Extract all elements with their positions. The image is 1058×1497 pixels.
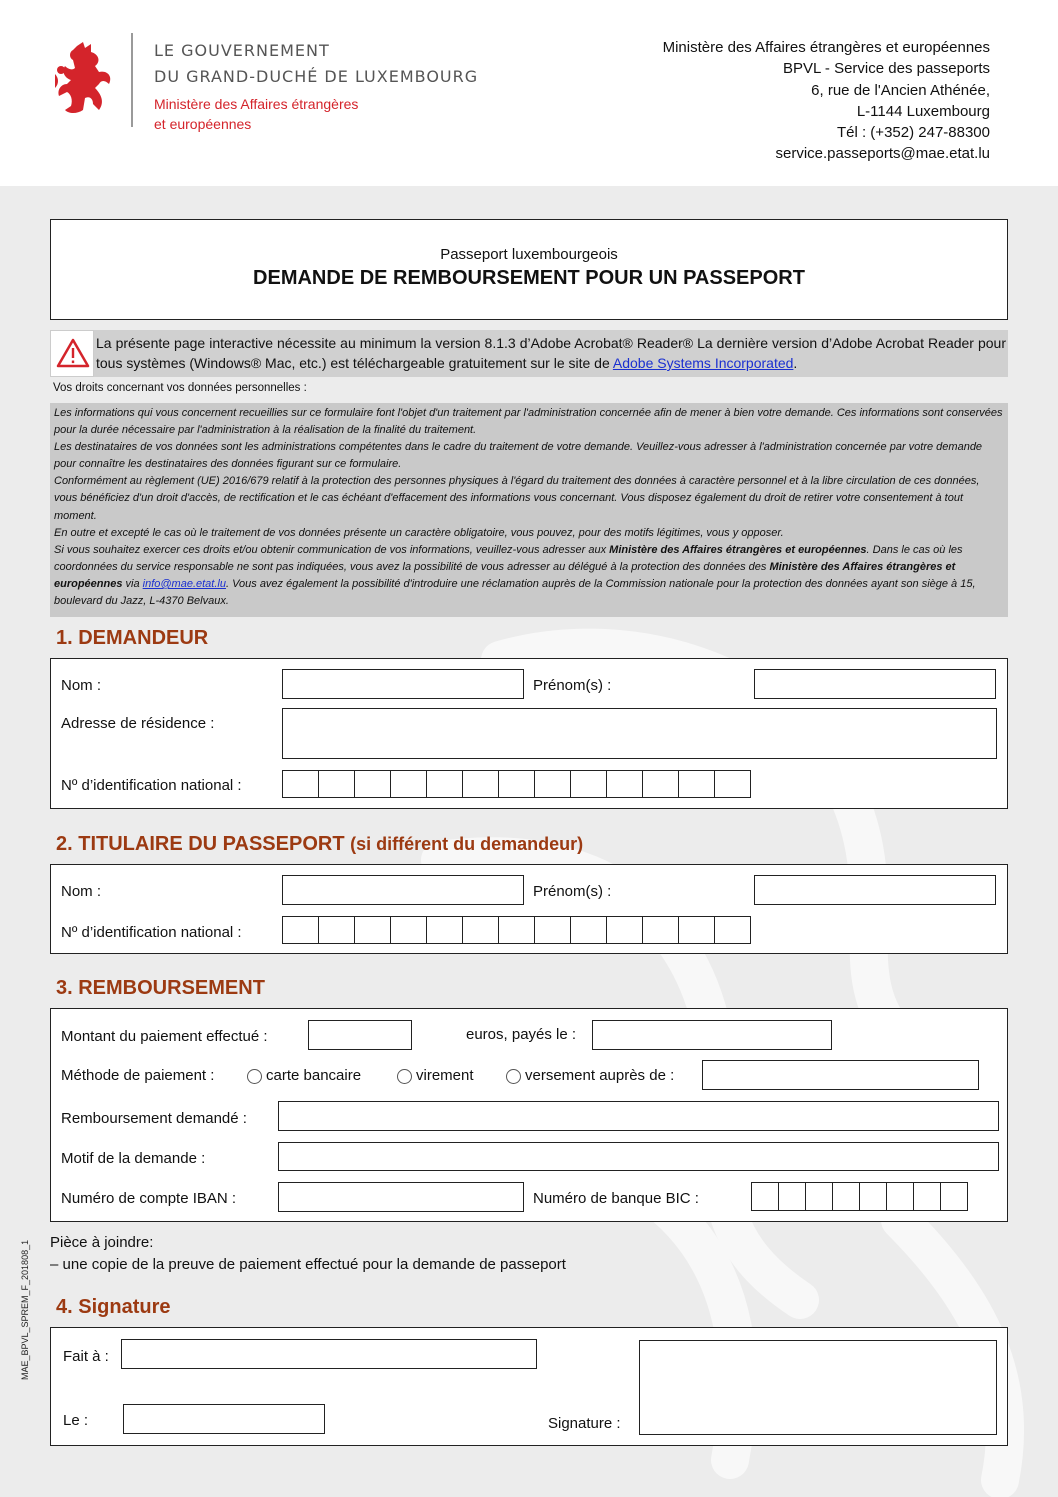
form-title: DEMANDE DE REMBOURSEMENT POUR UN PASSEPORT: [253, 267, 805, 289]
titulaire-prenom-label: Prénom(s) :: [533, 883, 612, 900]
address-line: 6, rue de l'Ancien Athénée,: [811, 81, 990, 99]
pieces-item: – une copie de la preuve de paiement effectué pour la demande de passeport: [50, 1256, 566, 1273]
ministry-address: [663, 37, 990, 165]
warning-text-body: La présente page interactive nécessite au minimum la version 8.1.3 d’Adobe Acrobat® Reader® La dernière version d’Adobe Acrobat Reader pour tous systèmes (Windows® Mac, etc.) est téléchargeable gratuitement sur le site de: [96, 335, 1006, 371]
nom-input[interactable]: [282, 669, 524, 699]
section-3-box: [50, 1008, 1008, 1222]
remboursement-input[interactable]: [278, 1101, 999, 1131]
privacy-notice: [50, 403, 1008, 617]
privacy-p3: Conformément au règlement (UE) 2016/679 relatif à la protection des personnes physiques à l'égard du traitement des données à caractère personnel et à la libre circulation de ces données, vous bénéficiez d'un droit d'accès, de rectification et le cas échéant d'effacement des informations vous concernant. Vous disposez également du droit de retirer votre consentement à tout moment.: [54, 475, 980, 522]
section-1-box: [50, 658, 1008, 809]
date-paiement-input[interactable]: [592, 1020, 832, 1050]
titulaire-prenom-input[interactable]: [754, 875, 996, 905]
fait-input[interactable]: [121, 1339, 537, 1369]
prenom-input[interactable]: [754, 669, 996, 699]
ministry-line-2: et européennes: [154, 116, 252, 132]
gov-line-2: DU GRAND-DUCHÉ DE LUXEMBOURG: [154, 67, 479, 86]
montant-label: Montant du paiement effectué :: [61, 1028, 268, 1045]
privacy-p4: En outre et excepté le cas où le traitement de vos données présente un caractère obligatoire, vous pouvez, pour des motifs légitimes, vous y opposer.: [54, 526, 784, 539]
le-label: Le :: [63, 1412, 89, 1429]
motif-input[interactable]: [278, 1142, 999, 1171]
privacy-ministry: Ministère des Affaires étrangères et européennes: [609, 543, 867, 556]
privacy-p5e: via: [122, 577, 143, 590]
privacy-p5a: Si vous souhaitez exercer ces droits et/ou obtenir communication de vos informations, veuillez-vous adresser aux: [54, 543, 610, 556]
titulaire-nin-label: Nº d’identification national :: [61, 924, 242, 941]
warning-icon-box: [50, 330, 94, 377]
remboursement-label: Remboursement demandé :: [61, 1110, 247, 1127]
fait-label: Fait à :: [63, 1348, 109, 1365]
privacy-email-link[interactable]: info@mae.etat.lu: [142, 577, 226, 590]
section-2-title: [56, 833, 583, 856]
ministry-line-1: Ministère des Affaires étrangères: [154, 96, 359, 112]
warning-text-end: .: [793, 355, 798, 371]
privacy-p5f: . Vous avez également la possibilité d'introduire une réclamation auprès de la Commission nationale pour la protection des données ayant son siège à 15, boulevard du Jazz, L-4370 Belvaux.: [54, 577, 976, 608]
titulaire-nin-input[interactable]: [283, 916, 751, 944]
montant-input[interactable]: [308, 1020, 412, 1050]
section-1-title: 1. DEMANDEUR: [56, 627, 209, 649]
pieces-label: Pièce à joindre:: [50, 1234, 154, 1251]
header-divider: [131, 33, 133, 127]
privacy-ministry: Ministère des Affaires étrangères et européennes: [54, 560, 956, 590]
adresse-input[interactable]: [282, 708, 997, 759]
le-input[interactable]: [123, 1404, 325, 1434]
privacy-p1: Les informations qui vous concernent recueillies sur ce formulaire font l'objet d'un traitement par l'administration concernée afin de mener à bien votre demande. Ces informations sont conservées pour la durée nécessaire par l'administration à la réalisation de la finalité du traitement.: [54, 407, 1003, 437]
methode-label: Méthode de paiement :: [61, 1067, 215, 1084]
iban-input[interactable]: [278, 1182, 524, 1212]
lion-crest-icon: [55, 40, 117, 118]
section-4-title: 4. Signature: [56, 1296, 171, 1318]
form-code: MAE_BPVL_SPREM_F_201808_1: [20, 1239, 30, 1380]
privacy-p2: Les destinataires de vos données sont les administrations compétentes dans le cadre du traitement de votre demande. Veuillez-vous adresser à l'administration concernée par votre demande pour connaître les destinataires des données figurant sur ce formulaire.: [54, 441, 983, 471]
nin-label: Nº d’identification national :: [61, 777, 242, 794]
address-email[interactable]: service.passeports@mae.etat.lu: [775, 145, 990, 163]
section-2-title-main: 2. TITULAIRE DU PASSEPORT: [56, 833, 345, 855]
adresse-label: Adresse de résidence :: [61, 715, 215, 732]
prenom-label: Prénom(s) :: [533, 677, 612, 694]
section-3-title: 3. REMBOURSEMENT: [56, 977, 265, 999]
date-paiement-label: euros, payés le :: [466, 1026, 577, 1043]
adobe-link[interactable]: Adobe Systems Incorporated: [612, 355, 794, 371]
signature-label: Signature :: [548, 1415, 621, 1432]
form-title-box: [50, 219, 1008, 320]
nom-label: Nom :: [61, 677, 102, 694]
versement-input[interactable]: [702, 1060, 979, 1090]
acrobat-warning: [50, 330, 1008, 377]
bic-label: Numéro de banque BIC :: [533, 1190, 699, 1207]
section-2-title-suffix: (si différent du demandeur): [350, 834, 584, 854]
radio-virement[interactable]: [397, 1069, 412, 1084]
titulaire-nom-label: Nom :: [61, 883, 102, 900]
gov-line-1: LE GOUVERNEMENT: [154, 41, 330, 60]
nin-input[interactable]: [283, 770, 751, 798]
iban-label: Numéro de compte IBAN :: [61, 1190, 237, 1207]
versement-label: versement auprès de :: [525, 1067, 675, 1084]
titulaire-nom-input[interactable]: [282, 875, 524, 905]
section-4-box: [50, 1327, 1008, 1446]
privacy-label: Vos droits concernant vos données personnelles :: [53, 382, 307, 394]
bic-input[interactable]: [752, 1182, 968, 1211]
address-phone: Tél : (+352) 247-88300: [836, 124, 990, 142]
form-subtitle: Passeport luxembourgeois: [440, 246, 618, 263]
privacy-p5c: . Dans le cas où les coordonnées du service responsable ne sont pas indiquées, vous avez la possibilité de vous adresser au délégué à la protection des données des: [54, 543, 963, 573]
signature-input[interactable]: [639, 1340, 997, 1435]
warning-text: [96, 333, 1006, 373]
address-line: Ministère des Affaires étrangères et européennes: [662, 39, 990, 56]
virement-label: virement: [416, 1067, 474, 1084]
motif-label: Motif de la demande :: [61, 1150, 206, 1167]
warning-triangle-icon: [51, 331, 95, 378]
radio-versement[interactable]: [506, 1069, 521, 1084]
radio-carte-bancaire[interactable]: [247, 1069, 262, 1084]
address-line: L-1144 Luxembourg: [856, 102, 990, 120]
address-line: BPVL - Service des passeports: [782, 60, 990, 78]
carte-bancaire-label: carte bancaire: [266, 1067, 362, 1084]
section-2-box: [50, 864, 1008, 954]
